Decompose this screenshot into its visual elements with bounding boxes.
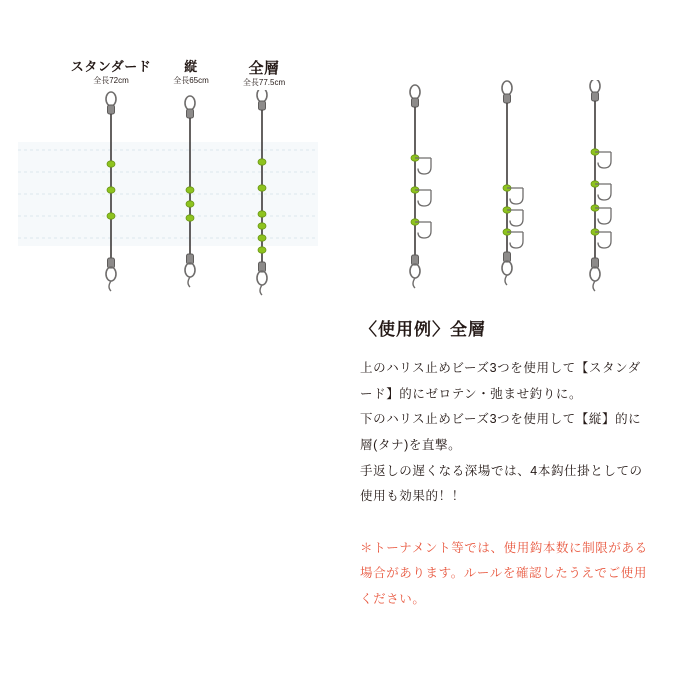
right-diagram-panel (370, 80, 680, 310)
rig-standard (106, 92, 116, 291)
water-tint (18, 142, 318, 246)
usage-rig-tate (502, 81, 523, 285)
usage-note (360, 536, 690, 613)
left-diagram-panel (18, 60, 338, 320)
usage-text-block (360, 315, 690, 613)
usage-line-1: 上のハリス止めビーズ3つを使用して【スタンダ (360, 361, 641, 375)
usage-rig-illustration (370, 80, 680, 310)
usage-note-line-1: ＊トーナメント等では、使用鈎本数に制限がある (360, 540, 648, 555)
usage-line-2: ード】的にゼロテン・弛ませ釣りに。 (360, 386, 583, 401)
usage-body (360, 356, 690, 510)
usage-line-3: 下のハリス止めビーズ3つを使用して【縦】的に (360, 412, 642, 427)
usage-rig-4hook (590, 80, 611, 291)
usage-note-line-2: 場合があります。ルールを確認したうえでご使用 (360, 566, 647, 581)
hook-group-a (415, 158, 431, 238)
usage-line-6: 使用も効果的！！ (360, 489, 465, 504)
rig-name-standard: スタンダード (70, 59, 152, 74)
rig-name-zenso: 全層 (248, 60, 280, 77)
rig-length-tate: 全長65cm (173, 75, 209, 85)
hook-group-b (507, 188, 523, 248)
rig-tate (185, 96, 195, 287)
left-rig-illustration (18, 90, 338, 320)
rig-name-tate: 縦 (184, 59, 198, 74)
usage-line-4: 層(タナ)を直撃。 (360, 437, 462, 452)
usage-line-5: 手返しの遅くなる深場では、4本鈎仕掛としての (360, 463, 643, 478)
usage-heading: 〈使用例〉全層 (360, 320, 486, 339)
rig-label-zenso (218, 60, 310, 87)
rig-length-standard: 全長72cm (93, 75, 129, 85)
usage-note-line-3: ください。 (360, 592, 426, 606)
rig-length-zenso: 全長77.5cm (242, 78, 286, 88)
usage-rig-standard (410, 85, 431, 288)
